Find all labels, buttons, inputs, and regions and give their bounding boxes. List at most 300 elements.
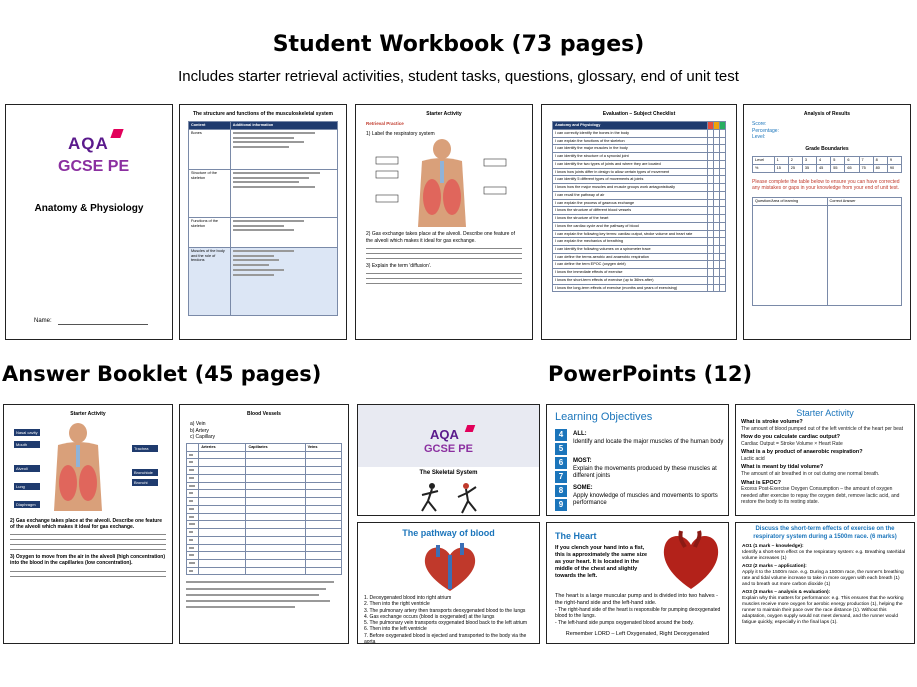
lo-number-badge: 9	[555, 499, 567, 511]
ao3-heading: AO3 (3 marks – analysis & evaluation):	[742, 589, 831, 595]
lo-number-badge: 4	[555, 429, 567, 441]
ao2-heading: AO2 (2 marks – application):	[742, 563, 807, 569]
analysis-heading: Analysis of Results	[803, 111, 851, 117]
checklist-item: I can explain the process of gaseous exchange	[553, 199, 708, 207]
text-placeholder	[189, 562, 195, 564]
sa-answer: Cardiac Output = Stroke Volume × Heart Rate	[741, 441, 843, 447]
checklist-item: I can identify 5 different types of movements at joints	[553, 176, 708, 184]
vessels-row-label	[187, 451, 199, 459]
vessels-row	[187, 552, 342, 560]
checklist-row	[553, 261, 726, 269]
slide-exam-question	[735, 522, 915, 644]
checklist-row	[553, 176, 726, 184]
vessels-tick-cell	[199, 544, 246, 552]
skeleton-table	[188, 121, 338, 316]
checklist-item: I know the cardiac cycle and the pathway of blood	[553, 222, 708, 230]
ao2-text: Apply it to the 1500m race. e.g. During a 1500m race, the runner's breathing rate and tidal volume increase to take in more oxygen with each breath (1) and to breath out more carbon dioxide (1)	[742, 569, 904, 587]
lo-number-badge: 7	[555, 471, 567, 483]
vessels-row-label	[187, 474, 199, 482]
vessels-row-label	[187, 552, 199, 560]
col-content: Content	[189, 122, 231, 130]
pathway-step: 3. The pulmonary artery then transports deoxygenated blood to the lungs	[364, 607, 526, 614]
vessels-tick-cell	[199, 567, 246, 575]
text-placeholder	[189, 516, 194, 518]
checklist-row	[553, 215, 726, 223]
vessels-tick-cell	[305, 498, 341, 506]
rag-cell	[720, 269, 726, 277]
checklist-item: I know the short-term effects of exercise (up to 36hrs after)	[553, 276, 708, 284]
text-placeholder	[189, 539, 193, 541]
text-placeholder	[189, 485, 195, 487]
sa-question: How do you calculate cardiac output?	[741, 434, 841, 441]
vessel-key-item: c) Capillary	[190, 433, 216, 440]
slide-starter-activity	[735, 404, 915, 516]
vessels-tick-cell	[199, 467, 246, 475]
vessels-tick-cell	[199, 490, 246, 498]
ao1-text: Identify a short-term effect on the respiratory system: e.g. Breathing rate/tidal volume increases (1)	[742, 549, 906, 561]
checklist-row	[553, 276, 726, 284]
label-left: Diaphragm	[16, 502, 36, 508]
lo-all-label: ALL:	[573, 431, 587, 437]
heart-illustration	[659, 529, 723, 591]
checklist-row	[553, 284, 726, 292]
vessels-tick-cell	[305, 451, 341, 459]
heart-p2: The heart is a large muscular pump and is divided into two halves - the right-hand side and the left-hand side.	[555, 593, 718, 606]
checklist-item: I know how the major muscles and muscle groups work antagonistically	[553, 184, 708, 192]
vessels-tick-cell	[305, 474, 341, 482]
label-right: Bronchiole	[134, 470, 153, 476]
checklist-section: Anatomy and Physiology	[553, 122, 708, 130]
pathway-step: 1. Deoxygenated blood into right atrium	[364, 595, 452, 601]
vessels-tick-cell	[246, 536, 305, 544]
text-placeholder	[189, 508, 194, 510]
checklist-row	[553, 168, 726, 176]
starter-q2: 2) Gas exchange takes place at the alveoli. Describe one feature of the alveoli which makes it ideal for gas exchange.	[366, 231, 515, 244]
vessels-row-label	[187, 467, 199, 475]
ao1-heading: AO1 (1 mark – knowledge):	[742, 544, 804, 549]
heart-b1: The right-hand side of the heart is responsible for pumping deoxygenated blood to the lungs.	[555, 607, 721, 620]
workbook-heading: Student Workbook (73 pages)	[272, 32, 645, 57]
heart-diagram	[418, 541, 482, 593]
checklist-item: I know the long-term effects of exercise (months and years of exercising)	[553, 284, 708, 292]
vessels-row	[187, 513, 342, 521]
retrieval-label: Retrieval Practice	[366, 121, 404, 127]
vessels-tick-cell	[199, 513, 246, 521]
row-bones: Bones	[189, 129, 231, 169]
sa-answer: Excess Post-Exercise Oxygen Consumption – the amount of oxygen needed after exercise to repay the oxygen debt, remove lactic acid, and restore the body to its resting state.	[741, 486, 900, 505]
grade-percent-cell: 55	[831, 164, 845, 172]
vessels-row-label	[187, 505, 199, 513]
vessels-tick-cell	[246, 505, 305, 513]
vessels-row-label	[187, 498, 199, 506]
vessels-row	[187, 521, 342, 529]
vessels-col-header: Arteries	[199, 444, 246, 452]
rag-cell	[720, 153, 726, 161]
answer-respiratory-diagram	[10, 421, 168, 513]
rag-cell	[720, 276, 726, 284]
rag-cell	[720, 261, 726, 269]
grade-level-cell: 7	[859, 157, 873, 165]
col-question: Question/Area of learning	[753, 198, 828, 206]
vessels-row	[187, 459, 342, 467]
text-placeholder	[189, 531, 193, 533]
vessels-row-label	[187, 560, 199, 568]
vessels-tick-cell	[305, 536, 341, 544]
rag-cell	[720, 238, 726, 246]
lo-some-text: Apply knowledge of muscles and movements to sports performance	[573, 492, 718, 506]
grade-percent-cell: 15	[774, 164, 788, 172]
checklist-item: I know how joints differ in design to allow certain types of movement	[553, 168, 708, 176]
checklist-table	[552, 121, 726, 292]
pathway-step: 5. The pulmonary vein transports oxygenated blood back to the left atrium	[364, 620, 528, 626]
vessels-row-label	[187, 544, 199, 552]
pathway-step: 6. Then into the left ventricle	[364, 626, 427, 633]
checklist-item: I can identify the following volumes on a spirometer trace	[553, 246, 708, 254]
vessels-table	[186, 443, 342, 575]
rag-cell	[720, 191, 726, 199]
checklist-item: I can correctly identify the bones in the body	[553, 129, 708, 137]
grade-level-cell: 8	[873, 157, 887, 165]
rag-cell	[720, 129, 726, 137]
checklist-item: I can define the terms aerobic and anaerobic respiration	[553, 253, 708, 261]
text-placeholder	[189, 523, 195, 525]
starter-heading: Starter Activity	[426, 111, 462, 117]
vessels-row-label	[187, 482, 199, 490]
text-placeholder	[189, 461, 193, 463]
workbook-starter-page	[355, 104, 533, 340]
ao3-text: Explain why this matters for performance: e.g. This ensures that the working muscles receive more oxygen for aerobic energy production (1), helping the runner to maintain their pace over the race distance (1). Without this adaptation, oxygen supply would not meet demand, and the runner would fatigue quickly, especially in the final laps (1).	[742, 595, 904, 625]
slide-aqa-logo: AQA	[430, 427, 459, 442]
vessels-tick-cell	[246, 544, 305, 552]
vessels-row-label	[187, 536, 199, 544]
checklist-row	[553, 207, 726, 215]
vessels-row	[187, 474, 342, 482]
sa-title: Starter Activity	[796, 408, 854, 418]
pathway-step: 4. Gas exchange occurs (blood is oxygenated) at the lungs	[364, 613, 495, 620]
grade-percent-cell: %	[753, 164, 775, 172]
vessels-tick-cell	[199, 521, 246, 529]
checklist-row	[553, 269, 726, 277]
vessels-tick-cell	[305, 552, 341, 560]
vessels-tick-cell	[199, 560, 246, 568]
sa-question: What is EPOC?	[741, 479, 782, 486]
text-placeholder	[189, 500, 193, 502]
grade-percent-cell: 80	[873, 164, 887, 172]
lo-title: Learning Objectives	[555, 411, 653, 423]
athletes-silhouette	[418, 481, 488, 515]
grade-percent-cell: 25	[788, 164, 802, 172]
vessels-row	[187, 505, 342, 513]
lo-most-text: Explain the movements produced by these muscles at different joints	[573, 465, 717, 479]
vessels-heading: Blood Vessels	[247, 411, 281, 417]
percentage-label: Percentage:	[752, 127, 779, 134]
vessels-row-label	[187, 459, 199, 467]
cover-course: GCSE PE	[58, 158, 130, 175]
slide-skeletal-system	[357, 404, 540, 516]
skeleton-table-heading: The structure and functions of the musculoskeletal system	[192, 111, 334, 117]
vessels-row	[187, 490, 342, 498]
rag-cell	[720, 160, 726, 168]
rag-green	[720, 122, 726, 130]
checklist-row	[553, 253, 726, 261]
checklist-row	[553, 238, 726, 246]
vessels-row	[187, 498, 342, 506]
grade-table	[752, 156, 902, 172]
sa-answer: Lactic acid	[741, 456, 765, 463]
grade-percent-cell: 65	[845, 164, 859, 172]
score-label: Score:	[752, 121, 767, 128]
answer-starter-page	[3, 404, 173, 644]
text-placeholder	[189, 477, 194, 479]
aqa-logo-mark	[110, 129, 123, 138]
answer-q2: 2) Gas exchange takes place at the alveoli. Describe one feature of the alveoli which makes it ideal for gas exchange.	[10, 517, 163, 530]
text-placeholder	[189, 547, 194, 549]
vessels-tick-cell	[246, 490, 305, 498]
corrections-table	[752, 197, 902, 306]
rag-cell	[720, 199, 726, 207]
checklist-row	[553, 129, 726, 137]
label-left: Alveoli	[16, 466, 28, 472]
name-label: Name:	[34, 318, 52, 324]
answer-vessels-page	[179, 404, 349, 644]
checklist-row	[553, 160, 726, 168]
grade-level-cell: 5	[831, 157, 845, 165]
vessels-tick-cell	[199, 482, 246, 490]
vessels-tick-cell	[199, 505, 246, 513]
grade-percent-cell: 45	[817, 164, 831, 172]
checklist-item: I can define the term EPOC (oxygen debt)	[553, 261, 708, 269]
workbook-skeleton-page	[179, 104, 347, 340]
heart-p1: If you clench your hand into a fist, this is approximately the same size as your heart. It is located in the middle of the chest and slightly towards the left.	[555, 545, 648, 579]
exam-title: Discuss the short-term effects of exercise on the respiratory system during a 1500m race. (6 marks)	[753, 526, 897, 540]
text-placeholder	[189, 554, 194, 556]
vessels-row	[187, 544, 342, 552]
grade-level-cell: Level	[753, 157, 775, 165]
checklist-row	[553, 184, 726, 192]
workbook-analysis-page	[743, 104, 911, 340]
vessels-tick-cell	[199, 529, 246, 537]
name-line	[58, 324, 148, 325]
vessels-row	[187, 467, 342, 475]
vessels-tick-cell	[246, 521, 305, 529]
vessels-tick-cell	[246, 560, 305, 568]
vessels-tick-cell	[305, 567, 341, 575]
vessels-tick-cell	[246, 567, 305, 575]
slide-the-heart: The Heart If you clench your hand into a fist, this is approximately the same size as your heart. It is located in the middle of the chest and slightly towards the left. The heart is a large muscular pump and is divided into two halves - the right-hand side and the left-hand side. - The right-hand side of the heart is responsible for pumping deoxygenated blood to the lungs. - The left-hand side pumps oxygenated blood around the body. Remember LORD – Left Oxygenated, Right Deoxygenated	[546, 522, 729, 644]
checklist-row	[553, 230, 726, 238]
rag-cell	[720, 168, 726, 176]
vessels-col-header	[187, 444, 199, 452]
lo-number-badge: 5	[555, 443, 567, 455]
grade-percent-cell: 90	[887, 164, 901, 172]
vessels-row-label	[187, 521, 199, 529]
vessels-tick-cell	[246, 529, 305, 537]
sa-question: What is meant by tidal volume?	[741, 464, 824, 471]
rag-cell	[720, 230, 726, 238]
analysis-note: Please complete the table below to ensure you can have corrected any mistakes or gaps in your knowledge from your end of unit test.	[752, 178, 900, 191]
slide-learning-objectives	[546, 404, 729, 516]
workbook-checklist-page	[541, 104, 737, 340]
vessels-tick-cell	[305, 459, 341, 467]
workbook-subtitle: Includes starter retrieval activities, student tasks, questions, glossary, end of unit test	[178, 68, 739, 85]
slide-course: GCSE PE	[424, 443, 473, 455]
label-left: Mouth	[16, 442, 28, 448]
checklist-item: I can identify the two types of joints and where they are located	[553, 160, 708, 168]
grade-heading: Grade Boundaries	[805, 146, 849, 152]
lo-all-text: Identify and locate the major muscles of the human body	[573, 438, 724, 445]
answer-q3: 3) Oxygen to move from the air in the alveoli (high concentration) into the blood in the capillaries (low concentration).	[10, 554, 166, 567]
rag-cell	[720, 215, 726, 223]
vessels-tick-cell	[199, 474, 246, 482]
sa-question: What is stroke volume?	[741, 419, 803, 425]
grade-level-cell: 1	[774, 157, 788, 165]
vessels-tick-cell	[305, 560, 341, 568]
respiratory-diagram	[366, 139, 516, 229]
powerpoints-heading: PowerPoints (12)	[548, 362, 753, 386]
rag-cell	[720, 253, 726, 261]
lo-number-badge: 8	[555, 485, 567, 497]
rag-cell	[720, 145, 726, 153]
pathway-step: 7. Before oxygenated blood is ejected and transported to the body via the aorta	[364, 632, 527, 644]
vessels-tick-cell	[305, 482, 341, 490]
label-left: Nasal cavity	[16, 430, 38, 436]
vessels-col-header: Veins	[305, 444, 341, 452]
checklist-item: I can explain the mechanics of breathing	[553, 238, 708, 246]
grade-percent-cell: 75	[859, 164, 873, 172]
checklist-row	[553, 246, 726, 254]
vessels-tick-cell	[305, 529, 341, 537]
vessels-row	[187, 529, 342, 537]
cover-title: Anatomy & Physiology	[34, 203, 144, 214]
vessels-tick-cell	[199, 552, 246, 560]
answer-booklet-heading: Answer Booklet (45 pages)	[2, 362, 322, 386]
grade-level-cell: 4	[817, 157, 831, 165]
row-structure: Structure of the skeleton	[189, 169, 231, 217]
vessels-tick-cell	[246, 451, 305, 459]
checklist-item: I can recall the pathway of air	[553, 191, 708, 199]
grade-level-cell: 9	[887, 157, 901, 165]
lo-most-label: MOST:	[573, 458, 592, 464]
level-label: Level:	[752, 133, 766, 140]
lo-some-label: SOME:	[573, 485, 593, 491]
sa-question: What is a by product of anaerobic respiration?	[741, 449, 863, 456]
vessel-key-item: a) Vein	[190, 421, 206, 428]
slide-pathway-of-blood	[357, 522, 540, 644]
vessels-tick-cell	[305, 513, 341, 521]
rag-cell	[720, 246, 726, 254]
vessels-row	[187, 560, 342, 568]
answer-starter-heading: Starter Activity	[70, 411, 106, 417]
rag-cell	[720, 284, 726, 292]
text-placeholder	[189, 492, 193, 494]
vessels-row	[187, 567, 342, 575]
sa-answer: The amount of air breathed in or out during one normal breath.	[741, 471, 880, 478]
rag-cell	[720, 222, 726, 230]
grade-level-cell: 3	[802, 157, 816, 165]
checklist-row	[553, 222, 726, 230]
starter-q3: 3) Explain the term 'diffusion'.	[366, 262, 432, 269]
vessels-tick-cell	[246, 513, 305, 521]
checklist-item: I can identify the major muscles in the body	[553, 145, 708, 153]
heart-title: The Heart	[555, 531, 597, 541]
label-left: Lung	[16, 484, 25, 490]
vessels-tick-cell	[305, 544, 341, 552]
vessels-tick-cell	[246, 498, 305, 506]
vessels-tick-cell	[305, 521, 341, 529]
vessels-tick-cell	[246, 482, 305, 490]
starter-q1: 1) Label the respiratory system	[366, 130, 435, 137]
grade-level-cell: 2	[788, 157, 802, 165]
vessels-tick-cell	[305, 490, 341, 498]
checklist-row	[553, 137, 726, 145]
grade-percent-cell: 35	[802, 164, 816, 172]
slide-skeletal-title: The Skeletal System	[419, 470, 478, 476]
vessels-tick-cell	[199, 536, 246, 544]
checklist-item: I know the structure of the heart	[553, 215, 708, 223]
checklist-item: I know the structure of different blood vessels	[553, 207, 708, 215]
pathway-step: 2. Then into the right ventricle	[364, 601, 430, 608]
checklist-item: I can explain the functions of the skeleton	[553, 137, 708, 145]
checklist-row	[553, 145, 726, 153]
rag-cell	[720, 207, 726, 215]
grade-level-cell: 6	[845, 157, 859, 165]
checklist-item: I can explain the following key terms: cardiac output, stroke volume and heart rate	[553, 230, 708, 238]
vessels-tick-cell	[246, 467, 305, 475]
col-additional: Additional information	[230, 122, 337, 130]
vessels-row-label	[187, 513, 199, 521]
heart-b2: The left-hand side pumps oxygenated blood around the body.	[557, 619, 694, 626]
vessels-row	[187, 536, 342, 544]
col-correct: Correct Answer	[827, 198, 902, 206]
label-right: Trachea	[134, 446, 149, 452]
checklist-item: I can identify the structure of a synovial joint	[553, 153, 708, 161]
label-right: Bronchi	[134, 480, 148, 486]
checklist-row	[553, 153, 726, 161]
vessels-tick-cell	[246, 552, 305, 560]
checklist-row	[553, 199, 726, 207]
checklist-row	[553, 191, 726, 199]
workbook-cover-page	[5, 104, 173, 340]
vessels-tick-cell	[199, 459, 246, 467]
vessels-row-label	[187, 529, 199, 537]
vessels-col-header: Capillaries	[246, 444, 305, 452]
vessel-key-item: b) Artery	[190, 427, 209, 434]
vessels-tick-cell	[246, 474, 305, 482]
row-functions: Functions of the skeleton	[189, 217, 231, 247]
rag-cell	[720, 176, 726, 184]
text-placeholder	[189, 454, 193, 456]
sa-answer: The amount of blood pumped out of the left ventricle of the heart per beat	[741, 425, 904, 432]
vessels-tick-cell	[246, 459, 305, 467]
text-placeholder	[189, 469, 194, 471]
heart-remember: Remember LORD – Left Oxygenated, Right Deoxygenated	[565, 631, 710, 637]
vessels-row-label	[187, 567, 199, 575]
lo-number-badge: 6	[555, 457, 567, 469]
vessels-tick-cell	[199, 451, 246, 459]
row-muscles: Muscles of the body and the role of tendons	[189, 247, 231, 315]
vessels-row	[187, 482, 342, 490]
vessels-tick-cell	[199, 498, 246, 506]
checklist-item: I know the immediate effects of exercise	[553, 269, 708, 277]
vessels-tick-cell	[305, 505, 341, 513]
vessels-tick-cell	[305, 467, 341, 475]
aqa-logo: AQA	[68, 134, 109, 153]
vessels-row-label	[187, 490, 199, 498]
checklist-heading: Evaluation – Subject Checklist	[602, 111, 676, 117]
text-placeholder	[189, 570, 193, 572]
pathway-title: The pathway of blood	[402, 528, 495, 538]
vessels-row	[187, 451, 342, 459]
